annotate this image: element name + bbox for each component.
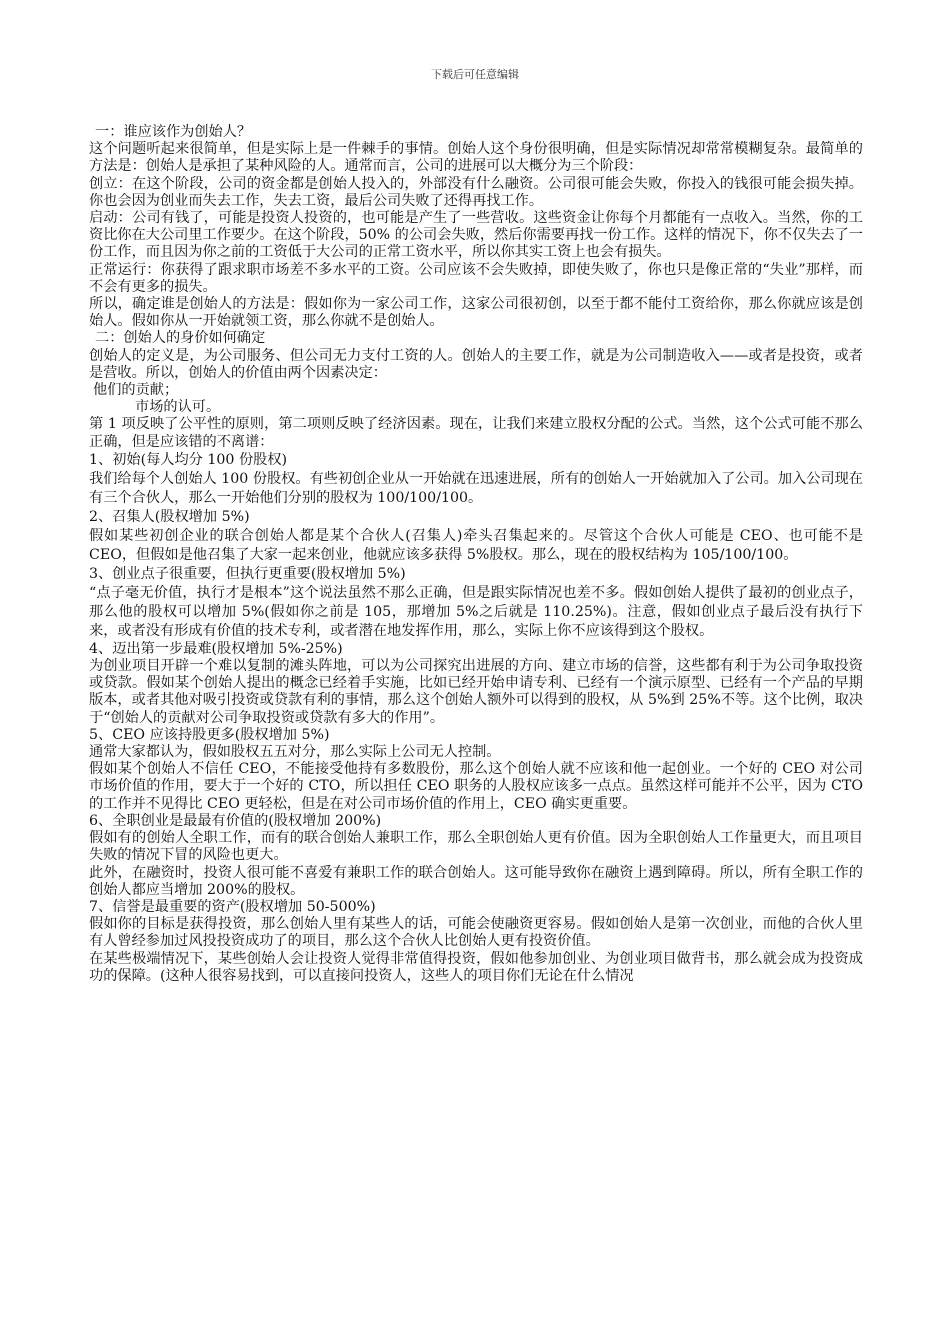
- document-body: [89, 124, 863, 985]
- numbered-heading: 7、信誉是最重要的资产(股权增加 50-500%): [89, 898, 376, 915]
- paragraph: 为创业项目开辟一个难以复制的滩头阵地，可以为公司探究出进展的方向、建立市场的信誉，这些都有利于为公司争取投资或贷款。假如某个创始人提出的概念已经着手实施，比如已经开始申请专利、已经有一个演示原型、已经有一个产品的早期版本，或者其他对吸引投资或贷款有利的事情，那么这个创始人额外可以得到的股权，从 5%到 25%不等。这个比例，取决于“创始人的贡献对公司争取投资或贷款有多大的作用”。: [89, 658, 863, 726]
- paragraph: 这个问题听起来很简单，但是实际上是一件棘手的事情。创始人这个身份很明确，但是实际情况却常常模糊复杂。最简单的方法是：创始人是承担了某种风险的人。通常而言，公司的进展可以大概分为三个阶段：: [89, 141, 863, 175]
- paragraph: 此外，在融资时，投资人很可能不喜爱有兼职工作的联合创始人。这可能导致你在融资上遇到障碍。所以，所有全职工作的创始人都应当增加 200%的股权。: [89, 864, 863, 898]
- paragraph: 正常运行：你获得了跟求职市场差不多水平的工资。公司应该不会失败掉，即使失败了，你也只是像正常的“失业”那样，而不会有更多的损失。: [89, 261, 863, 295]
- paragraph: 所以，确定谁是创始人的方法是：假如你为一家公司工作，这家公司很初创，以至于都不能付工资给你，那么你就应该是创始人。假如你从一开始就领工资，那么你就不是创始人。: [89, 296, 863, 330]
- numbered-heading: 1、初始(每人均分 100 份股权): [89, 451, 288, 468]
- paragraph: 我们给每个人创始人 100 份股权。有些初创企业从一开始就在迅速进展，所有的创始人一开始就加入了公司。加入公司现在有三个合伙人，那么一开始他们分别的股权为 100/100/100。: [89, 470, 863, 506]
- numbered-heading: 2、召集人(股权增加 5%): [89, 508, 250, 525]
- paragraph: 第 1 项反映了公平性的原则，第二项则反映了经济因素。现在，让我们来建立股权分配的公式。当然，这个公式可能不那么正确，但是应该错的不离谱：: [89, 416, 863, 450]
- numbered-heading: 3、创业点子很重要，但执行更重要(股权增加 5%): [89, 565, 406, 582]
- paragraph: “点子毫无价值，执行才是根本”这个说法虽然不那么正确，但是跟实际情况也差不多。假如创始人提供了最初的创业点子，那么他的股权可以增加 5%(假如你之前是 105，那增加 5%之后就是 110.25%)。注意，假如创业点子最后没有执行下来，或者没有形成有价值的技术专利，或者潜在地发挥作用，那么，实际上你不应该得到这个股权。: [89, 584, 863, 639]
- paragraph: 在某些极端情况下，某些创始人会让投资人觉得非常值得投资，假如他参加创业、为创业项目做背书，那么就会成为投资成功的保障。(这种人很容易找到，可以直接问投资人，这些人的项目你们无论在什么情况: [89, 950, 863, 984]
- paragraph: 启动：公司有钱了，可能是投资人投资的，也可能是产生了一些营收。这些资金让你每个月都能有一点收入。当然，你的工资比你在大公司里工作要少。在这个阶段，50% 的公司会失败，然后你需要再找一份工作。这样的情况下，你不仅失去了一份工作，而且因为你之前的工资低于大公司的正常工资水平，所以你其实工资上也会有损失。: [89, 210, 863, 261]
- paragraph: 假如你的目标是获得投资，那么创始人里有某些人的话，可能会使融资更容易。假如创始人是第一次创业，而他的合伙人里有人曾经参加过风投投资成功了的项目，那么这个合伙人比创始人更有投资价值。: [89, 916, 863, 950]
- section-heading-2: 二：创始人的身价如何确定: [95, 330, 266, 347]
- numbered-heading: 6、全职创业是最最有价值的(股权增加 200%): [89, 812, 382, 829]
- page-header: 下载后可任意编辑: [431, 68, 519, 81]
- numbered-heading: 4、迈出第一步最难(股权增加 5%-25%): [89, 640, 343, 657]
- paragraph: 通常大家都认为，假如股权五五对分，那么实际上公司无人控制。: [89, 744, 501, 761]
- list-item: 他们的贡献；: [93, 382, 179, 399]
- paragraph: 假如有的创始人全职工作，而有的联合创始人兼职工作，那么全职创始人更有价值。因为全职创始人工作量更大，而且项目失败的情况下冒的风险也更大。: [89, 830, 863, 864]
- section-heading-1: 一：谁应该作为创始人？: [95, 124, 252, 140]
- paragraph: 创立：在这个阶段，公司的资金都是创始人投入的，外部没有什么融资。公司很可能会失败，你投入的钱很可能会损失掉。你也会因为创业而失去工作，失去工资，最后公司失败了还得再找工作。: [89, 175, 863, 209]
- paragraph: 创始人的定义是，为公司服务、但公司无力支付工资的人。创始人的主要工作，就是为公司制造收入——或者是投资，或者是营收。所以，创始人的价值由两个因素决定：: [89, 347, 863, 381]
- paragraph: 假如某些初创企业的联合创始人都是某个合伙人(召集人)牵头召集起来的。尽管这个合伙人可能是 CEO、也可能不是 CEO，但假如是他召集了大家一起来创业，他就应该多获得 5%股权。那么，现在的股权结构为 105/100/100。: [89, 527, 863, 563]
- paragraph: 假如某个创始人不信任 CEO，不能接受他持有多数股份，那么这个创始人就不应该和他一起创业。一个好的 CEO 对公司市场价值的作用，要大于一个好的 CTO，所以担任 CEO 职务的人股权应该多一点点。虽然这样可能并不公平，因为 CTO 的工作并不见得比 CEO 更轻松，但是在对公司市场价值的作用上，CEO 确实更重要。: [89, 761, 863, 812]
- numbered-heading: 5、CEO 应该持股更多(股权增加 5%): [89, 726, 330, 743]
- list-item: 市场的认可。: [135, 399, 221, 416]
